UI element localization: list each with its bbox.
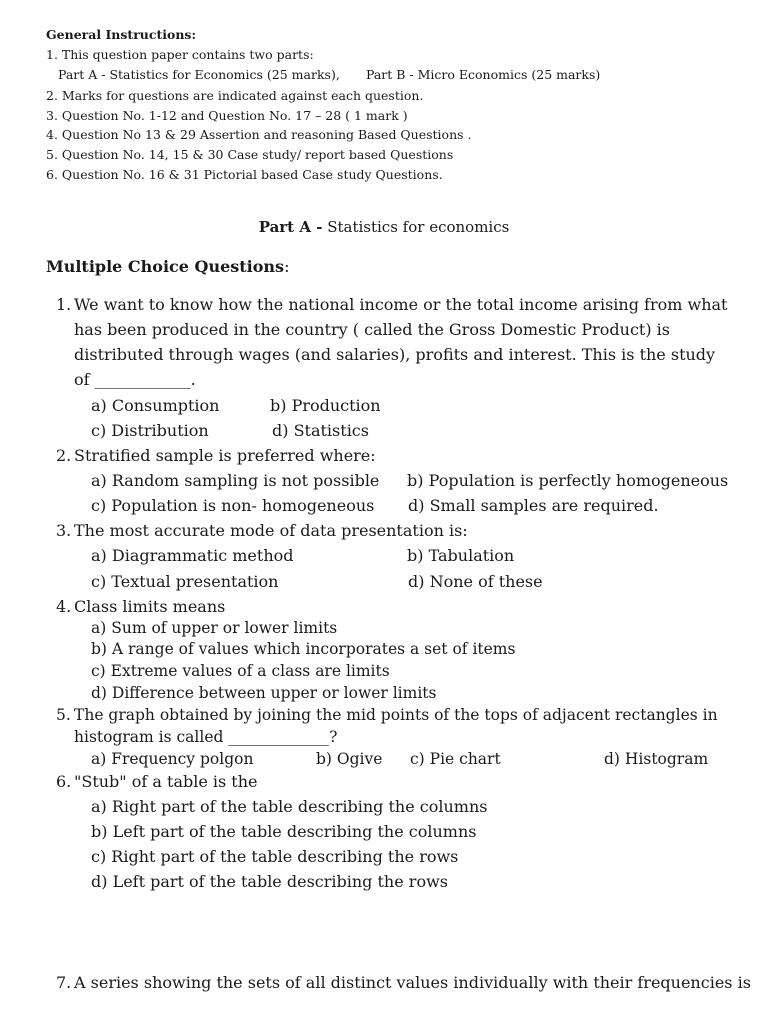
mcq-heading [46, 257, 289, 276]
option-b: b) Left part of the table describing the columns [91, 822, 477, 841]
question-6 [56, 772, 258, 791]
option-b: b) Ogive [316, 750, 383, 768]
option-c: c) Distribution [91, 421, 209, 440]
option-c: c) Textual presentation [91, 572, 279, 591]
option-c: c) Right part of the table describing the rows [91, 847, 459, 866]
instruction-line: 5. Question No. 14, 15 & 30 Case study/ report based Questions [46, 147, 454, 162]
question-text: Class limits means [74, 597, 226, 616]
instruction-line: 2. Marks for questions are indicated against each question. [46, 88, 424, 103]
option-d: d) Statistics [272, 421, 369, 440]
instruction-line: 1. This question paper contains two parts: [46, 47, 314, 62]
question-number: 4. [56, 597, 72, 616]
question-text: "Stub" of a table is the [74, 772, 258, 791]
part-heading-bold: Part A - [258, 218, 323, 236]
question-number: 6. [56, 772, 72, 791]
question-text: The most accurate mode of data presentation is: [74, 521, 468, 540]
question-text: histogram is called _____________? [74, 728, 338, 746]
instruction-line: Part B - Micro Economics (25 marks) [366, 67, 601, 82]
question-text: distributed through wages (and salaries), profits and interest. This is the study [74, 345, 716, 364]
question-5 [56, 706, 718, 724]
option-b: b) Production [270, 396, 381, 415]
option-c: c) Population is non- homogeneous [91, 496, 375, 515]
option-a: a) Diagrammatic method [91, 546, 294, 565]
question-1 [56, 295, 727, 314]
question-text: of ____________. [74, 370, 196, 389]
option-a: a) Right part of the table describing the columns [91, 797, 488, 816]
option-d: d) Histogram [604, 750, 709, 768]
option-a: a) Consumption [91, 396, 220, 415]
option-c: c) Extreme values of a class are limits [91, 662, 390, 680]
question-7 [56, 973, 751, 992]
option-d: d) Left part of the table describing the rows [91, 872, 448, 891]
instruction-line: Part A - Statistics for Economics (25 marks), [58, 67, 340, 82]
option-b: b) Tabulation [407, 546, 515, 565]
question-text: has been produced in the country ( called the Gross Domestic Product) is [74, 320, 671, 339]
question-4 [56, 597, 225, 616]
question-number: 2. [56, 446, 72, 465]
question-text: A series showing the sets of all distinct values individually with their frequencies is [74, 973, 751, 992]
question-text: The graph obtained by joining the mid points of the tops of adjacent rectangles in [74, 706, 718, 724]
option-d: d) Difference between upper or lower limits [91, 684, 437, 702]
question-number: 5. [56, 706, 71, 724]
option-a: a) Random sampling is not possible [91, 471, 380, 490]
question-number: 7. [56, 973, 72, 992]
question-number: 3. [56, 521, 72, 540]
question-text: Stratified sample is preferred where: [74, 446, 376, 465]
question-number: 1. [56, 295, 72, 314]
option-b: b) Population is perfectly homogeneous [407, 471, 729, 490]
instruction-line: 4. Question No 13 & 29 Assertion and reasoning Based Questions . [46, 127, 472, 142]
option-a: a) Sum of upper or lower limits [91, 619, 338, 637]
mcq-heading-bold: Multiple Choice Questions [46, 257, 285, 276]
question-2 [56, 446, 376, 465]
general-instructions-title: General Instructions: [46, 27, 197, 42]
option-a: a) Frequency polgon [91, 750, 254, 768]
option-c: c) Pie chart [410, 750, 501, 768]
option-d: d) None of these [408, 572, 543, 591]
question-text: We want to know how the national income or the total income arising from what [74, 295, 728, 314]
instruction-line: 3. Question No. 1-12 and Question No. 17 – 28 ( 1 mark ) [46, 108, 408, 123]
instruction-line: 6. Question No. 16 & 31 Pictorial based Case study Questions. [46, 167, 443, 182]
question-3 [56, 521, 468, 540]
option-b: b) A range of values which incorporates a set of items [91, 640, 516, 658]
option-d: d) Small samples are required. [408, 496, 659, 515]
mcq-heading-rest: : [284, 257, 290, 276]
part-heading-rest: Statistics for economics [322, 218, 510, 236]
part-heading [0, 218, 768, 236]
